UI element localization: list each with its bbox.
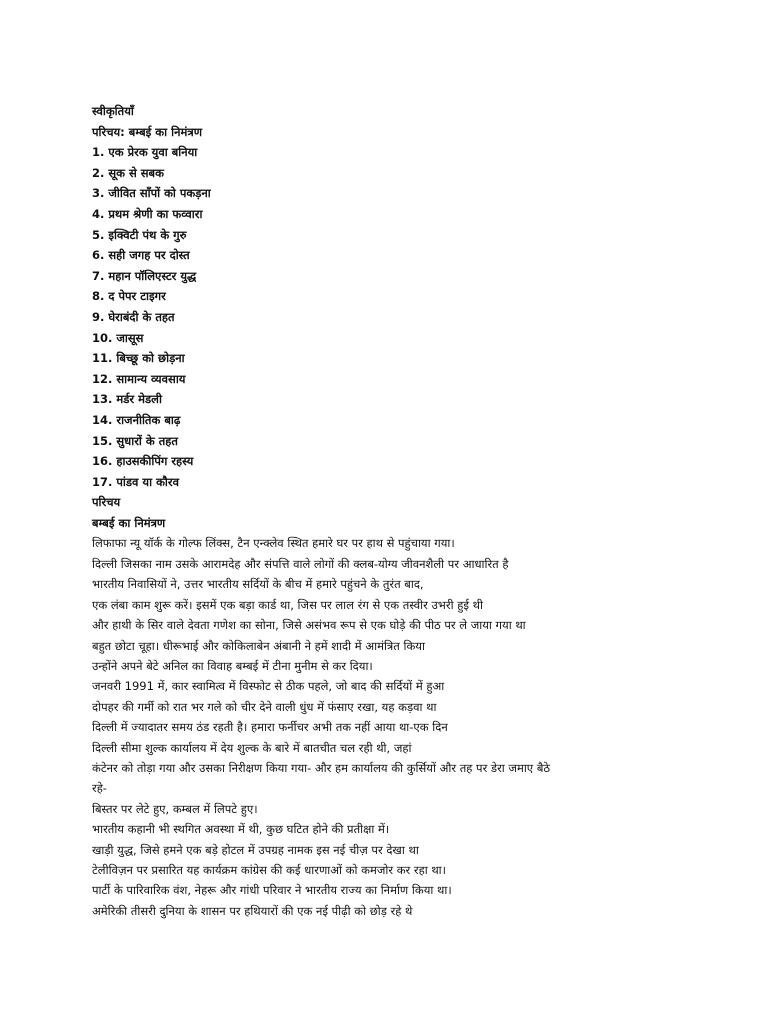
toc-item: 4. प्रथम श्रेणी का फव्वारा: [92, 206, 203, 221]
body-line: उन्होंने अपने बेटे अनिल का विवाह बम्बई में टीना मुनीम से कर दिया।: [92, 658, 373, 673]
body-line: दोपहर की गर्मी को रात भर गले को चीर देने वाली धुंध में फंसाए रखा, यह कड़वा था: [92, 699, 437, 714]
body-line: कंटेनर को तोड़ा गया और उसका निरीक्षण किया गया- और हम कार्यालय की कुर्सियों और तह पर डेरा जमाए बैठे: [92, 760, 551, 775]
toc-item: 17. पांडव या कौरव: [92, 474, 179, 489]
toc-item: 6. सही जगह पर दोस्त: [92, 248, 190, 263]
body-line: अमेरिकी तीसरी दुनिया के शासन पर हथियारों की एक नई पीढ़ी को छोड़ रहे थे: [92, 903, 413, 918]
toc-item: 10. जासूस: [92, 330, 144, 345]
toc-item: 5. इक्विटी पंथ के गुरु: [92, 227, 187, 242]
toc-item: 9. घेराबंदी के तहत: [92, 309, 175, 324]
body-line: बहुत छोटा चूहा। धीरूभाई और कोकिलाबेन अंबानी ने हमें शादी में आमंत्रित किया: [92, 638, 425, 653]
body-line: दिल्ली जिसका नाम उसके आरामदेह और संपत्ति वाले लोगों की क्लब-योग्य जीवनशैली पर आधारित है: [92, 556, 509, 571]
toc-item: 13. मर्डर मेडली: [92, 392, 162, 407]
document-page: [92, 101, 732, 921]
body-line: बिस्तर पर लेटे हुए, कम्बल में लिपटे हुए।: [92, 801, 258, 816]
body-line: दिल्ली सीमा शुल्क कार्यालय में देय शुल्क के बारे में बातचीत चल रही थी, जहां: [92, 740, 412, 755]
body-line: पार्टी के पारिवारिक वंश, नेहरू और गांधी परिवार ने भारतीय राज्य का निर्माण किया था।: [92, 883, 452, 898]
body-line: और हाथी के सिर वाले देवता गणेश का सोना, जिसे असंभव रूप से एक घोड़े की पीठ पर ले जाया गया था: [92, 618, 526, 633]
body-line: जनवरी 1991 में, कार स्वामित्व में विस्फोट से ठीक पहले, जो बाद की सर्दियों में हुआ: [92, 679, 445, 694]
body-line: रहे-: [92, 781, 107, 796]
toc-item: 7. महान पॉलिएस्टर युद्ध: [92, 268, 197, 283]
body-line: भारतीय निवासियों ने, उत्तर भारतीय सर्दियों के बीच में हमारे पहुंचने के तुरंत बाद,: [92, 577, 424, 592]
body-line: भारतीय कहानी भी स्थगित अवस्था में थी, कुछ घटित होने की प्रतीक्षा में।: [92, 822, 390, 837]
toc-item: 12. सामान्य व्यवसाय: [92, 371, 186, 386]
intro-heading: परिचय: बम्बई का निमंत्रण: [92, 124, 203, 139]
body-line: एक लंबा काम शुरू करें। इसमें एक बड़ा कार्ड था, जिस पर लाल रंग से एक तस्वीर उभरी हुई थी: [92, 597, 483, 612]
section-subheading: बम्बई का निमंत्रण: [92, 515, 166, 530]
body-line: दिल्ली में ज्यादातर समय ठंड रहती है। हमारा फर्नीचर अभी तक नहीं आया था-एक दिन: [92, 720, 448, 735]
document-title: स्वीकृतियाँ: [92, 104, 134, 118]
toc-item: 11. बिच्छू को छोड़ना: [92, 351, 185, 366]
toc-item: 8. द पेपर टाइगर: [92, 289, 166, 304]
body-line: लिफाफा न्यू यॉर्क के गोल्फ लिंक्स, टैन एन्क्लेव स्थित हमारे घर पर हाथ से पहुंचाया गया।: [92, 536, 455, 551]
toc-item: 2. सूक से सबक: [92, 165, 164, 180]
toc-item: 16. हाउसकीपिंग रहस्य: [92, 454, 194, 469]
toc-item: 14. राजनीतिक बाढ़: [92, 412, 181, 427]
section-heading: परिचय: [92, 495, 121, 510]
toc-item: 3. जीवित साँपों को पकड़ना: [92, 186, 211, 201]
body-line: खाड़ी युद्ध, जिसे हमने एक बड़े होटल में उपग्रह नामक इस नई चीज़ पर देखा था: [92, 842, 419, 857]
toc-item: 15. सुधारों के तहत: [92, 433, 178, 448]
body-text: [92, 533, 732, 921]
body-line: टेलीविज़न पर प्रसारित यह कार्यक्रम कांग्रेस की कई धारणाओं को कमजोर कर रहा था।: [92, 862, 447, 877]
table-of-contents: [92, 142, 732, 492]
toc-item: 1. एक प्रेरक युवा बनिया: [92, 145, 198, 160]
